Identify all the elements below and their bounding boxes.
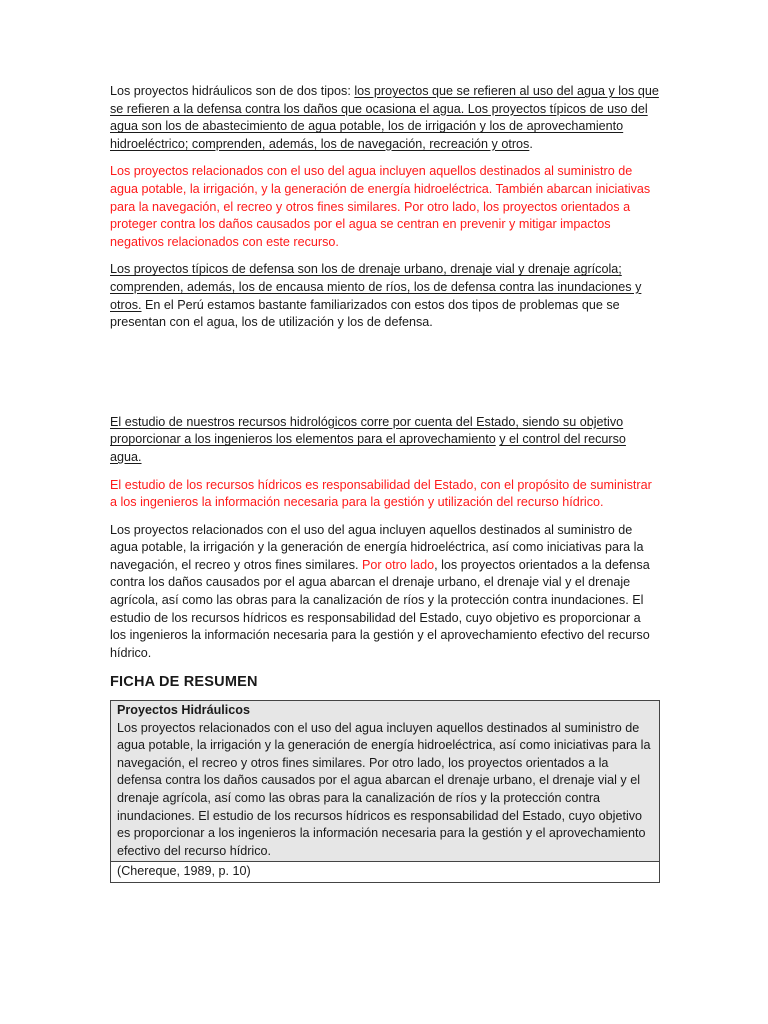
summary-heading: FICHA DE RESUMEN <box>110 674 258 691</box>
summary-content-cell <box>111 701 660 862</box>
paragraph-synthesis <box>110 522 660 663</box>
underlined-passage-2: y el control del recurso agua. <box>110 432 626 464</box>
underlined-passage: El estudio de nuestros recursos hidrológicos corre por cuenta del Estado, siendo su objetivo proporcionar a los ingenieros los elementos para el aprovechamiento <box>110 414 624 447</box>
summary-title: Proyectos Hidráulicos <box>117 703 250 718</box>
paragraph-defense-projects <box>110 261 660 331</box>
document-page <box>110 83 660 883</box>
paragraph-state-study <box>110 414 660 467</box>
underlined-passage: los proyectos que se refieren al uso del agua y los que se refieren a la defensa contra los daños que ocasiona el agua. Los proyectos típicos de uso del agua son los de abastecimiento de agua potable, los de irrigación y los de aprovechamiento hidroeléctrico; comprenden, además, los de navegación, recreación y otros <box>110 84 659 151</box>
summary-table <box>110 700 660 883</box>
synthesis-part-2: , los proyectos orientados a la defensa contra los daños causados por el agua abarcan el drenaje urbano, el drenaje vial y el drenaje agrícola, así como las obras para la canalización de ríos y la protección contra inundaciones. El estudio de los recursos hídricos es responsabilidad del Estado, cuyo objetivo es proporcionar a los ingenieros la información necesaria para la gestión y el aprovechamiento efectivo del recurso hídrico. <box>110 557 650 660</box>
summary-body: Los proyectos relacionados con el uso del agua incluyen aquellos destinados al suministro de agua potable, la irrigación y la generación de energía hidroeléctrica, así como iniciativas para la navegación, el recreo y otros fines similares. Por otro lado, los proyectos orientados a la defensa contra los daños causados por el agua abarcan el drenaje urbano, el drenaje vial y el drenaje agrícola, así como las obras para la canalización de ríos y la protección contra inundaciones. El estudio de los recursos hídricos es responsabilidad del Estado, cuyo objetivo es proporcionar a los ingenieros la información necesaria para la gestión y el aprovechamiento efectivo del recurso hídrico. <box>117 720 651 858</box>
paragraph-tail: En el Perú estamos bastante familiarizados con estos dos tipos de problemas que se presentan con el agua, los de utilización y los de defensa. <box>110 297 620 330</box>
synthesis-red-phrase: Por otro lado <box>362 557 435 572</box>
summary-citation: (Chereque, 1989, p. 10) <box>111 862 660 883</box>
paragraph-tail: . <box>529 136 533 151</box>
paragraph-lead: Los proyectos hidráulicos son de dos tipos: <box>110 84 355 98</box>
paraphrase-paragraph-red-2: El estudio de los recursos hídricos es responsabilidad del Estado, con el propósito de suministrar a los ingenieros la información necesaria para la gestión y utilización del recurso hídrico. <box>110 477 652 510</box>
underlined-passage: Los proyectos típicos de defensa son los de drenaje urbano, drenaje vial y drenaje agrícola; comprenden, además, los de encausa miento de ríos, los de defensa contra las inundaciones y otros. <box>110 262 642 312</box>
synthesis-part-1: Los proyectos relacionados con el uso del agua incluyen aquellos destinados al suministro de agua potable, la irrigación y la generación de energía hidroeléctrica, así como iniciativas para la navegación, el recreo y otros fines similares. <box>110 522 644 572</box>
paraphrase-paragraph-red: Los proyectos relacionados con el uso del agua incluyen aquellos destinados al suministro de agua potable, la irrigación, y la generación de energía hidroeléctrica. También abarcan iniciativas para la navegación, el recreo y otros fines similares. Por otro lado, los proyectos orientados a proteger contra los daños causados por el agua se centran en prevenir y mitigar impactos negativos relacionados con este recurso. <box>110 164 651 249</box>
paragraph-project-types <box>110 83 660 153</box>
